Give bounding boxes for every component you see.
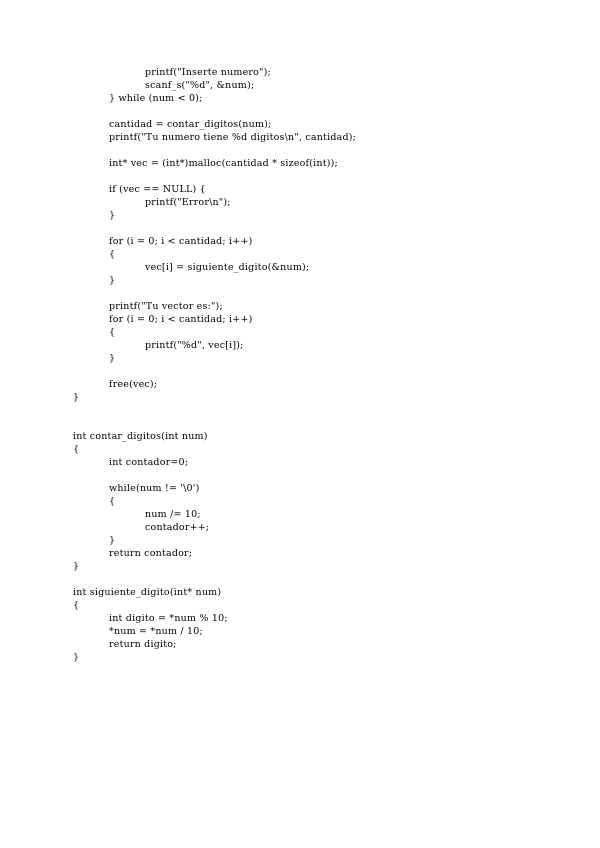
code-line: while(num != '\0') bbox=[109, 483, 200, 494]
code-line: num /= 10; bbox=[145, 509, 201, 520]
code-line bbox=[0, 404, 600, 417]
code-line: for (i = 0; i < cantidad; i++) bbox=[109, 236, 253, 247]
code-line: } bbox=[73, 652, 80, 663]
code-line bbox=[0, 365, 600, 378]
code-line: printf("Tu vector es:"); bbox=[109, 301, 223, 312]
code-line: int siguiente_digito(int* num) bbox=[73, 587, 222, 598]
code-line: int digito = *num % 10; bbox=[109, 613, 228, 624]
code-line: scanf_s("%d", &num); bbox=[145, 80, 255, 91]
code-line: printf("Inserte numero"); bbox=[145, 67, 271, 78]
code-line: printf("Error\n"); bbox=[145, 197, 231, 208]
code-line bbox=[0, 287, 600, 300]
code-line: int* vec = (int*)malloc(cantidad * sizeof(int)); bbox=[109, 158, 338, 169]
code-line: return digito; bbox=[109, 639, 177, 650]
code-line: } while (num < 0); bbox=[109, 93, 203, 104]
code-line: if (vec == NULL) { bbox=[109, 184, 206, 195]
code-line: } bbox=[109, 353, 116, 364]
code-line: { bbox=[109, 496, 116, 507]
code-line: vec[i] = siguiente_digito(&num); bbox=[145, 262, 310, 273]
code-line bbox=[0, 222, 600, 235]
code-line: } bbox=[73, 561, 80, 572]
code-line: cantidad = contar_digitos(num); bbox=[109, 119, 272, 130]
code-line: } bbox=[73, 392, 80, 403]
code-line: *num = *num / 10; bbox=[109, 626, 203, 637]
code-line bbox=[0, 469, 600, 482]
code-line: printf("%d", vec[i]); bbox=[145, 340, 244, 351]
code-line: { bbox=[109, 249, 116, 260]
code-line: printf("Tu numero tiene %d digitos\n", cantidad); bbox=[109, 132, 357, 143]
code-line bbox=[0, 144, 600, 157]
code-line bbox=[0, 170, 600, 183]
code-line: { bbox=[73, 444, 80, 455]
code-line: for (i = 0; i < cantidad; i++) bbox=[109, 314, 253, 325]
code-line bbox=[0, 417, 600, 430]
code-line: } bbox=[109, 535, 116, 546]
code-listing bbox=[0, 66, 600, 664]
code-line: } bbox=[109, 275, 116, 286]
code-line: } bbox=[109, 210, 116, 221]
code-line bbox=[0, 573, 600, 586]
code-line: return contador; bbox=[109, 548, 193, 559]
code-line: int contador=0; bbox=[109, 457, 189, 468]
code-line: { bbox=[73, 600, 80, 611]
code-line: int contar_digitos(int num) bbox=[73, 431, 208, 442]
code-line: { bbox=[109, 327, 116, 338]
code-line: contador++; bbox=[145, 522, 210, 533]
code-line bbox=[0, 105, 600, 118]
code-line: free(vec); bbox=[109, 379, 158, 390]
